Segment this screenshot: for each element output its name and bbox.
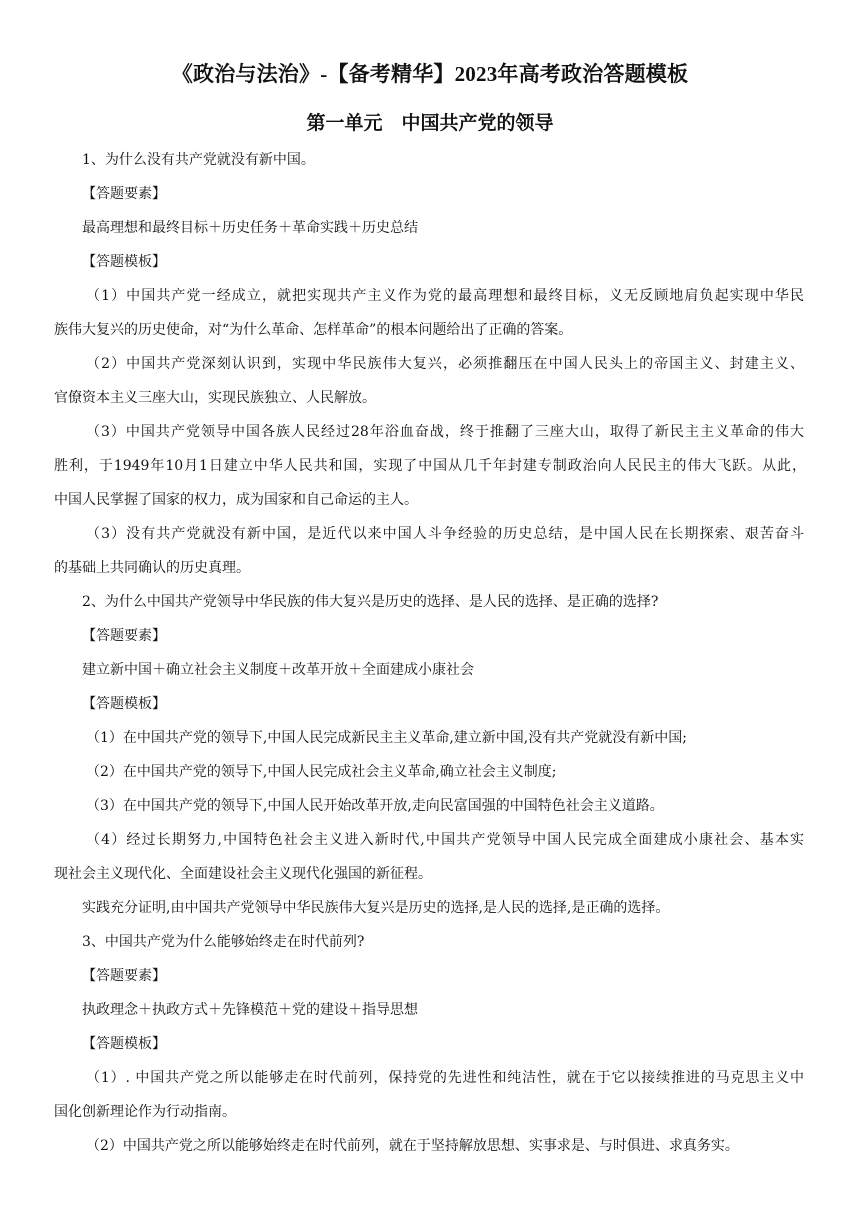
q2-point-4-line-1: （4）经过长期努力,中国特色社会主义进入新时代,中国共产党领导中国人民完成全面建成小康社会、基本实: [86, 832, 804, 848]
q1-point-3-line-2: 胜利，于1949年10月1日建立中华人民共和国，实现了中国从几千年封建专制政治向人民民主的伟大飞跃。从此，: [54, 458, 806, 474]
q1-template-label: 【答题模板】: [82, 254, 166, 270]
q3-point-2: （2）中国共产党之所以能够始终走在时代前列，就在于坚持解放思想、实事求是、与时俱进、求真务实。: [86, 1138, 739, 1154]
q3-elements: 执政理念＋执政方式＋先锋模范＋党的建设＋指导思想: [82, 1002, 418, 1018]
q2-point-1: （1）在中国共产党的领导下,中国人民完成新民主主义革命,建立新中国,没有共产党就没有新中国;: [86, 730, 687, 746]
question-3: 3、中国共产党为什么能够始终走在时代前列?: [82, 934, 365, 950]
q1-point-2-line-1: （2）中国共产党深刻认识到，实现中华民族伟大复兴，必须推翻压在中国人民头上的帝国主义、封建主义、: [86, 356, 804, 372]
q1-point-4-line-2: 的基础上共同确认的历史真理。: [54, 560, 250, 576]
unit-heading: 第一单元 中国共产党的领导: [306, 113, 554, 134]
q1-point-2-line-2: 官僚资本主义三座大山，实现民族独立、人民解放。: [54, 390, 376, 406]
q2-elements: 建立新中国＋确立社会主义制度＋改革开放＋全面建成小康社会: [82, 662, 474, 678]
q2-point-2: （2）在中国共产党的领导下,中国人民完成社会主义革命,确立社会主义制度;: [86, 764, 557, 780]
q1-point-4-line-1: （3）没有共产党就没有新中国，是近代以来中国人斗争经验的历史总结，是中国人民在长期探索、艰苦奋斗: [86, 526, 804, 542]
q2-point-3: （3）在中国共产党的领导下,中国人民开始改革开放,走向民富国强的中国特色社会主义道路。: [86, 798, 664, 814]
q1-point-1-line-2: 族伟大复兴的历史使命，对“为什么革命、怎样革命”的根本问题给出了正确的答案。: [54, 322, 573, 338]
q1-point-3-line-1: （3）中国共产党领导中国各族人民经过28年浴血奋战，终于推翻了三座大山，取得了新民主主义革命的伟大: [86, 424, 804, 440]
q1-elements: 最高理想和最终目标＋历史任务＋革命实践＋历史总结: [82, 220, 418, 236]
q2-point-4-line-2: 现社会主义现代化、全面建设社会主义现代化强国的新征程。: [54, 866, 432, 882]
question-2: 2、为什么中国共产党领导中华民族的伟大复兴是历史的选择、是人民的选择、是正确的选择?: [82, 594, 659, 610]
question-1: 1、为什么没有共产党就没有新中国。: [82, 152, 315, 168]
q1-elements-label: 【答题要素】: [82, 186, 166, 202]
q3-template-label: 【答题模板】: [82, 1036, 166, 1052]
q3-point-1-line-2: 国化创新理论作为行动指南。: [54, 1104, 236, 1120]
q1-point-3-line-3: 中国人民掌握了国家的权力，成为国家和自己命运的主人。: [54, 492, 418, 508]
q2-elements-label: 【答题要素】: [82, 628, 166, 644]
q2-conclusion: 实践充分证明,由中国共产党领导中华民族伟大复兴是历史的选择,是人民的选择,是正确的选择。: [82, 900, 670, 916]
q2-template-label: 【答题模板】: [82, 696, 166, 712]
q1-point-1-line-1: （1）中国共产党一经成立，就把实现共产主义作为党的最高理想和最终目标，义无反顾地肩负起实现中华民: [86, 288, 804, 304]
document-title: 《政治与法治》-【备考精华】2023年高考政治答题模板: [171, 62, 689, 86]
q3-point-1-line-1: （1）. 中国共产党之所以能够走在时代前列，保持党的先进性和纯洁性，就在于它以接续推进的马克思主义中: [86, 1070, 804, 1086]
q3-elements-label: 【答题要素】: [82, 968, 166, 984]
